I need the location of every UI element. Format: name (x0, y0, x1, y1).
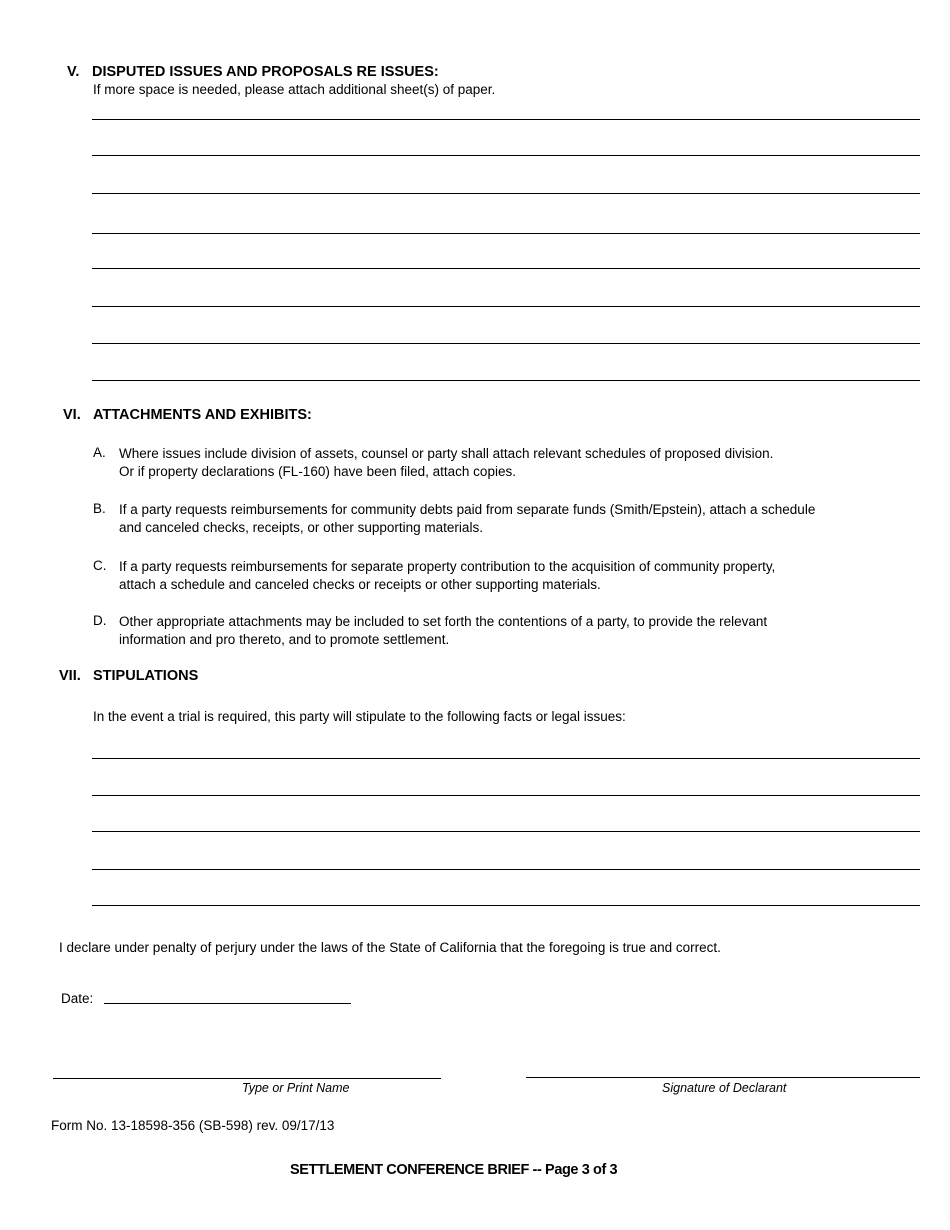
item-line: attach a schedule and canceled checks or receipts or other supporting materials. (119, 576, 601, 592)
answer-line[interactable] (92, 233, 920, 234)
item-text (119, 445, 919, 480)
signature-caption: Signature of Declarant (662, 1081, 787, 1095)
answer-line[interactable] (92, 119, 920, 120)
answer-line[interactable] (92, 343, 920, 344)
footer-title: SETTLEMENT CONFERENCE BRIEF -- Page 3 of 3 (290, 1162, 618, 1178)
section-vii-numeral: VII. (59, 668, 81, 684)
item-line: Or if property declarations (FL-160) have been filed, attach copies. (119, 463, 516, 479)
answer-line[interactable] (92, 831, 920, 832)
item-letter: A. (93, 445, 106, 460)
print-name-line[interactable] (53, 1078, 441, 1079)
declaration-text: I declare under penalty of perjury under the laws of the State of California that the foregoing is true and correct. (59, 940, 721, 955)
answer-line[interactable] (92, 905, 920, 906)
answer-line[interactable] (92, 869, 920, 870)
section-vi-title: ATTACHMENTS AND EXHIBITS: (93, 407, 312, 423)
item-line: and canceled checks, receipts, or other supporting materials. (119, 519, 483, 535)
item-letter: C. (93, 558, 107, 573)
item-line: Other appropriate attachments may be included to set forth the contentions of a party, to provide the relevant (119, 614, 768, 629)
item-letter: B. (93, 501, 106, 516)
date-label: Date: (61, 991, 94, 1006)
section-v-note: If more space is needed, please attach additional sheet(s) of paper. (93, 82, 496, 97)
section-vii-intro: In the event a trial is required, this party will stipulate to the following facts or legal issues: (93, 709, 626, 724)
answer-line[interactable] (92, 306, 920, 307)
section-v-numeral: V. (67, 64, 80, 80)
date-line[interactable] (104, 1003, 351, 1004)
item-letter: D. (93, 613, 107, 628)
section-v-title: DISPUTED ISSUES AND PROPOSALS RE ISSUES: (92, 64, 439, 80)
item-line: If a party requests reimbursements for separate property contribution to the acquisition of community property, (119, 559, 776, 574)
section-vii-title: STIPULATIONS (93, 668, 199, 684)
item-text (119, 613, 919, 648)
section-vi-numeral: VI. (63, 407, 81, 423)
signature-line[interactable] (526, 1077, 920, 1078)
print-name-caption: Type or Print Name (242, 1081, 350, 1095)
item-line: Where issues include division of assets, counsel or party shall attach relevant schedules of proposed division. (119, 446, 774, 461)
answer-line[interactable] (92, 795, 920, 796)
item-text (119, 558, 919, 593)
item-line: If a party requests reimbursements for community debts paid from separate funds (Smith/Epstein), attach a schedule (119, 502, 816, 517)
form-number: Form No. 13-18598-356 (SB-598) rev. 09/17/13 (51, 1118, 335, 1133)
answer-line[interactable] (92, 380, 920, 381)
answer-line[interactable] (92, 193, 920, 194)
item-text (119, 501, 919, 536)
answer-line[interactable] (92, 268, 920, 269)
answer-line[interactable] (92, 155, 920, 156)
answer-line[interactable] (92, 758, 920, 759)
item-line: information and pro thereto, and to promote settlement. (119, 631, 450, 647)
